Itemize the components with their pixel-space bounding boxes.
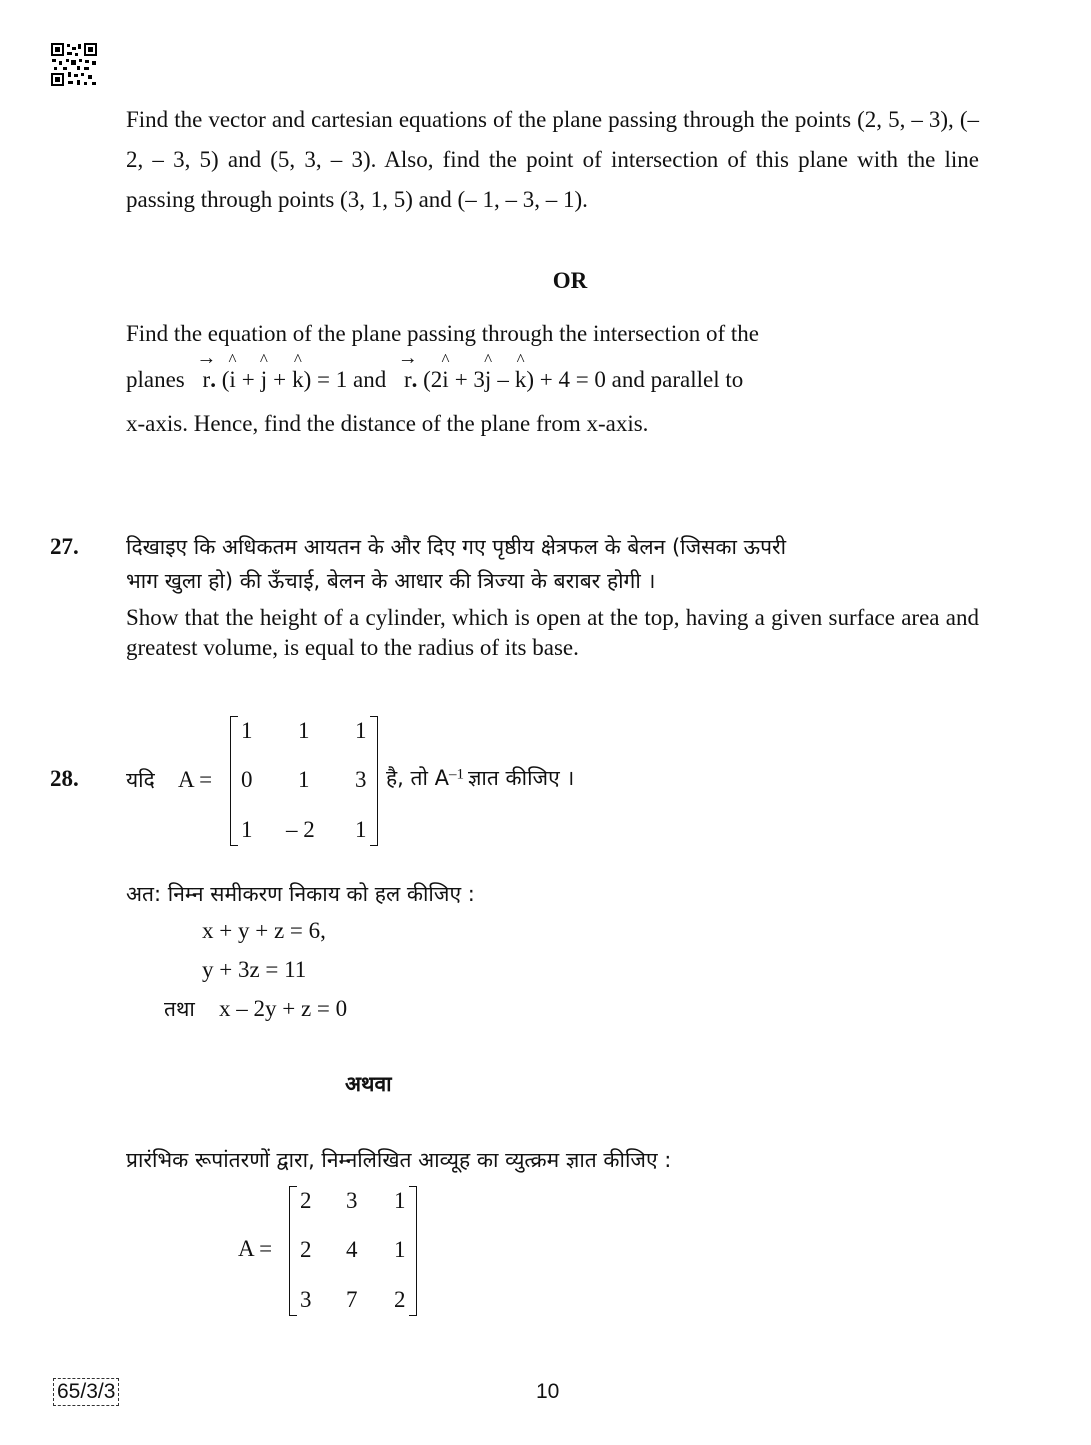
- matrix-bracket-left: [230, 716, 238, 846]
- matrix-bracket-left: [289, 1186, 297, 1316]
- unit-vector-j: ^ j: [485, 368, 491, 391]
- planes-word: planes: [126, 367, 185, 392]
- question-28-prefix: यदि: [126, 768, 155, 792]
- question-26-alt-line3: x-axis. Hence, find the distance of the plane from x-axis.: [126, 411, 649, 436]
- question-27-hindi-line1: दिखाइए कि अधिकतम आयतन के और दिए गए पृष्ठीय क्षेत्रफल के बेलन (जिसका ऊपरी: [126, 535, 787, 559]
- matrix-cell: 3: [355, 767, 367, 792]
- plus-sign: +: [273, 367, 287, 392]
- matrix-cell: 7: [346, 1287, 358, 1312]
- page-number: 10: [536, 1380, 560, 1403]
- equation-3: x – 2y + z = 0: [219, 996, 348, 1021]
- matrix-a: [230, 716, 378, 846]
- matrix-cell: 2: [394, 1287, 406, 1312]
- alt-instruction: प्रारंभिक रूपांतरणों द्वारा, निम्नलिखित आव्यूह का व्युत्क्रम ज्ञात कीजिए :: [126, 1148, 672, 1172]
- paper-code: 65/3/3: [53, 1378, 119, 1406]
- equation-3-prefix: तथा: [164, 997, 195, 1021]
- qr-code-icon: [50, 42, 98, 87]
- plus-term: + 3: [454, 367, 485, 392]
- vector-r: → r: [404, 368, 412, 391]
- matrix-cell: – 2: [286, 817, 315, 842]
- matrix-label: A =: [178, 767, 213, 792]
- paren-open: (2: [423, 367, 443, 392]
- matrix2-label: A =: [238, 1236, 273, 1261]
- matrix-cell: 3: [346, 1188, 358, 1213]
- vector-r: → r: [203, 368, 211, 391]
- unit-vector-i: ^ i: [229, 368, 235, 391]
- suffix-text-2: ज्ञात कीजिए ।: [467, 766, 575, 790]
- matrix-cell: 1: [394, 1188, 406, 1213]
- or-label: OR: [552, 268, 588, 293]
- matrix-cell: 2: [300, 1237, 312, 1262]
- equation-2-tail: ) + 4 = 0 and parallel to: [526, 367, 744, 392]
- inverse-superscript: –1: [448, 766, 464, 783]
- equation-1: x + y + z = 6,: [202, 918, 326, 943]
- question-27-english: Show that the height of a cylinder, which is open at the top, having a given surface area and greatest volume, is equal to the radius of its base.: [126, 605, 979, 660]
- dot-operator: .: [411, 367, 418, 392]
- plus-sign: +: [241, 367, 255, 392]
- matrix-cell: 1: [241, 718, 253, 743]
- matrix-cell: 1: [355, 817, 367, 842]
- unit-vector-k: ^ k: [292, 368, 304, 391]
- question-28-suffix: [386, 764, 574, 792]
- matrix-bracket-right: [409, 1186, 417, 1316]
- matrix-cell: 1: [355, 718, 367, 743]
- matrix-cell: 2: [300, 1188, 312, 1213]
- matrix-cell: 4: [346, 1237, 358, 1262]
- equation-1-tail: ) = 1 and: [303, 367, 387, 392]
- question-28-number: 28.: [50, 766, 79, 791]
- unit-vector-j: ^ j: [261, 368, 267, 391]
- hence-instruction: अत: निम्न समीकरण निकाय को हल कीजिए :: [126, 882, 475, 906]
- suffix-text: है, तो A: [386, 766, 449, 790]
- matrix-cell: 3: [300, 1287, 312, 1312]
- or-hindi-label: अथवा: [345, 1072, 392, 1096]
- paren-open: (: [221, 367, 230, 392]
- question-26-text: Find the vector and cartesian equations of the plane passing through the points (2, 5, – 3), (– 2, – 3, 5) and (5, 3, – 3). Also, find the point of intersection of this plane with the line passing through points (3, 1, 5) and (– 1, – 3, – 1).: [126, 107, 979, 212]
- equation-2: y + 3z = 11: [202, 957, 307, 982]
- matrix-cell: 1: [394, 1237, 406, 1262]
- matrix-cell: 1: [298, 767, 310, 792]
- matrix-cell: 0: [241, 767, 253, 792]
- matrix-cell: 1: [298, 718, 310, 743]
- question-26-alt-line1: Find the equation of the plane passing through the intersection of the: [126, 321, 759, 346]
- matrix-cell: 1: [241, 817, 253, 842]
- matrix-bracket-right: [370, 716, 378, 846]
- matrix-a-alt: [289, 1186, 417, 1316]
- question-26-alt-line2: [126, 360, 979, 400]
- question-27-hindi-line2: भाग खुला हो) की ऊँचाई, बेलन के आधार की त्रिज्या के बराबर होगी ।: [126, 569, 656, 593]
- unit-vector-i: ^ i: [442, 368, 448, 391]
- dot-operator: .: [210, 367, 216, 392]
- minus-sign: –: [497, 367, 509, 392]
- unit-vector-k: ^ k: [515, 368, 527, 391]
- question-27-number: 27.: [50, 534, 79, 559]
